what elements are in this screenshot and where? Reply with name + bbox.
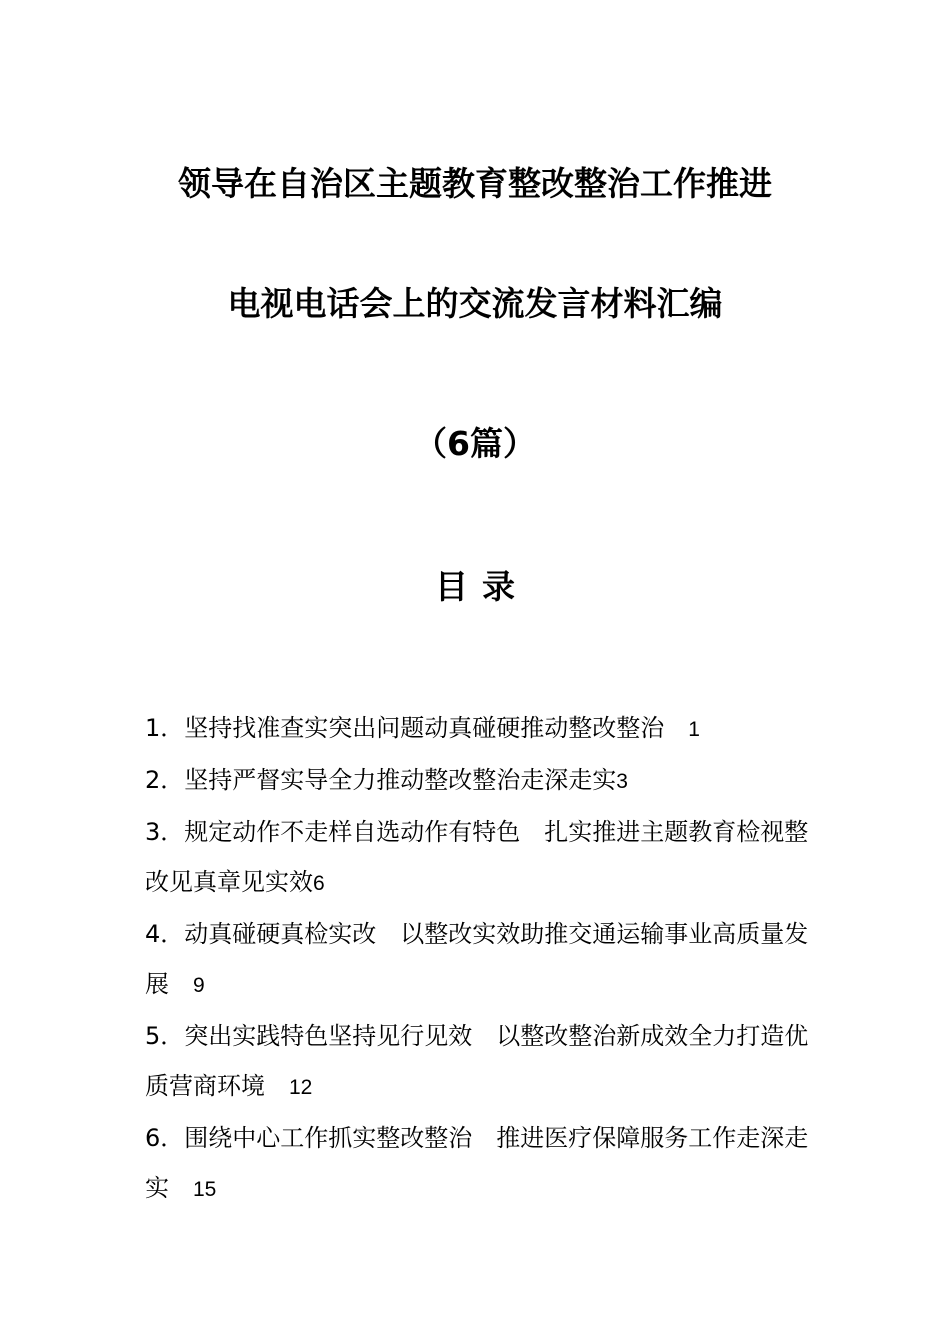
toc-item-text-part-2: 以整改实效助推交通运输事业高质量发展 bbox=[145, 920, 809, 998]
document-title-line-2: 电视电话会上的交流发言材料汇编 bbox=[227, 284, 723, 323]
toc-item-number: 5． bbox=[145, 1022, 185, 1050]
toc-item-text-part-1: 突出实践特色坚持见行见效 bbox=[184, 1022, 473, 1050]
toc-item-text-part-2: 推进医疗保障服务工作走深走实 bbox=[145, 1124, 809, 1202]
toc-item-number: 4． bbox=[145, 920, 185, 948]
toc-item-page: 6 bbox=[313, 872, 325, 895]
toc-item-text-part-2: 以整改整治新成效全力打造优质营商环境 bbox=[145, 1022, 809, 1100]
toc-item[interactable] bbox=[145, 755, 810, 807]
toc-item-text-part-2: 扎实推进主题教育检视整改见真章见实效 bbox=[145, 818, 809, 896]
table-of-contents bbox=[145, 703, 810, 1215]
toc-item-text: 坚持找准查实突出问题动真碰硬推动整改整治 bbox=[184, 714, 665, 742]
toc-item-text-part-1: 规定动作不走样自选动作有特色 bbox=[184, 818, 521, 846]
toc-item-page: 1 bbox=[688, 718, 700, 741]
toc-heading: 目录 bbox=[435, 567, 529, 606]
toc-item-page: 9 bbox=[193, 974, 205, 997]
toc-item-number: 1． bbox=[145, 714, 185, 742]
toc-item[interactable] bbox=[145, 807, 810, 909]
toc-item[interactable] bbox=[145, 1113, 810, 1215]
document-title-line-1: 领导在自治区主题教育整改整治工作推进 bbox=[178, 164, 772, 203]
toc-item[interactable] bbox=[145, 703, 810, 755]
toc-item[interactable] bbox=[145, 1011, 810, 1113]
toc-item-number: 6． bbox=[145, 1124, 185, 1152]
toc-item-number: 3． bbox=[145, 818, 185, 846]
toc-item[interactable] bbox=[145, 909, 810, 1011]
toc-item-text-part-1: 动真碰硬真检实改 bbox=[184, 920, 377, 948]
toc-item-number: 2． bbox=[145, 766, 185, 794]
toc-item-text: 坚持严督实导全力推动整改整治走深走实 bbox=[184, 766, 617, 794]
document-title-count: （6篇） bbox=[414, 424, 536, 463]
toc-item-page: 3 bbox=[616, 770, 628, 793]
toc-item-page: 15 bbox=[193, 1178, 217, 1201]
toc-item-text-part-1: 围绕中心工作抓实整改整治 bbox=[184, 1124, 473, 1152]
toc-item-page: 12 bbox=[289, 1076, 313, 1099]
